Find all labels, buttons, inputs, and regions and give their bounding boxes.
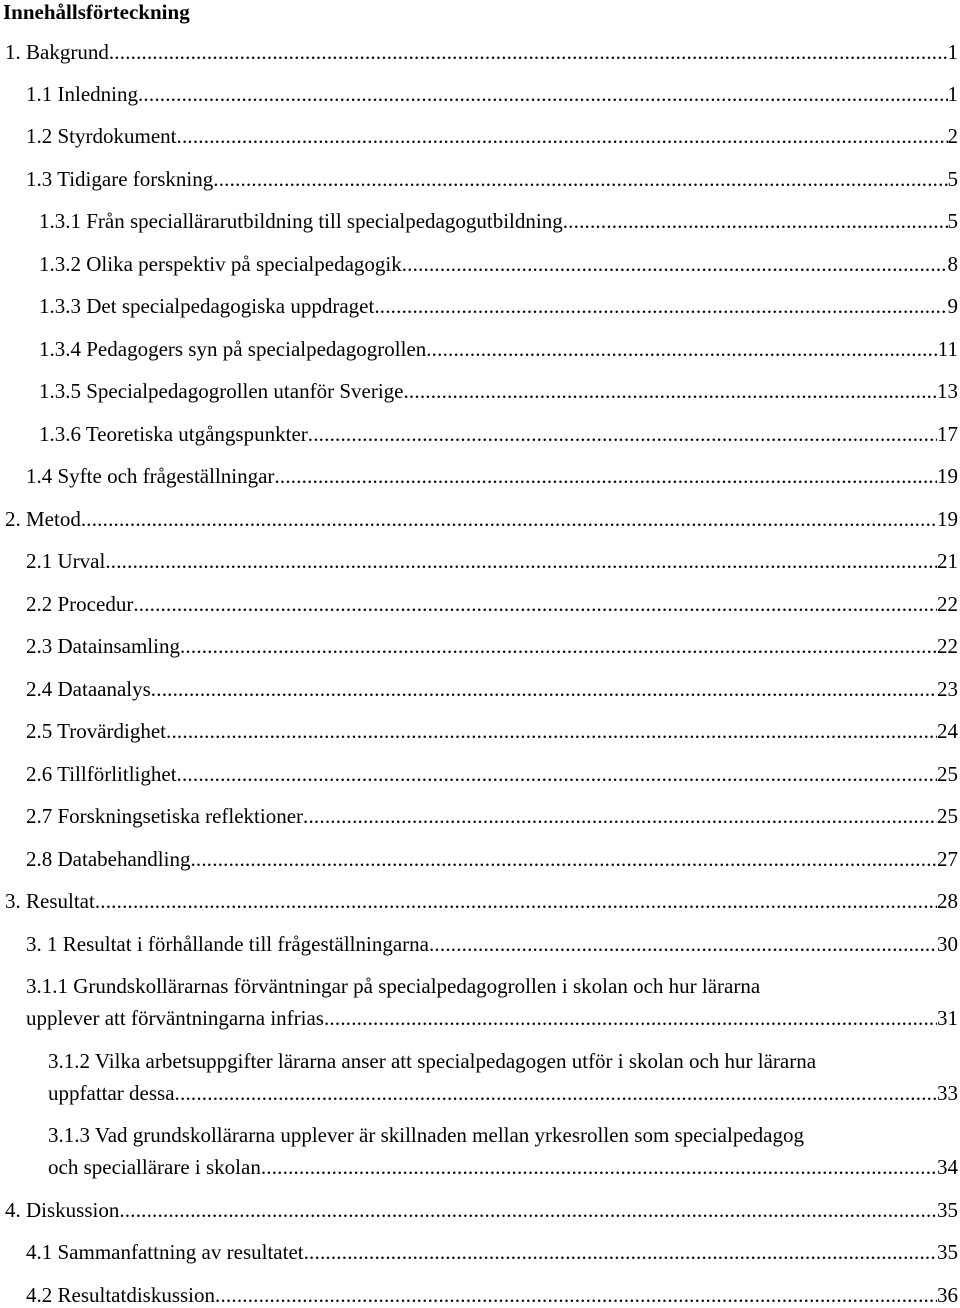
toc-entry-page: 1 bbox=[947, 82, 958, 106]
toc-entry[interactable] bbox=[26, 718, 958, 744]
dot-leader bbox=[308, 421, 937, 447]
toc-entry-page: 8 bbox=[947, 252, 958, 276]
toc-entry-page: 5 bbox=[947, 209, 958, 233]
toc-entry-page: 25 bbox=[937, 762, 958, 786]
toc-entry[interactable] bbox=[26, 591, 958, 617]
toc-entry-page: 34 bbox=[937, 1155, 958, 1179]
dot-leader bbox=[138, 81, 948, 107]
toc-entry-page: 36 bbox=[937, 1283, 958, 1307]
dot-leader bbox=[95, 888, 937, 914]
toc-entry-page: 1 bbox=[947, 40, 958, 64]
toc-entry[interactable] bbox=[5, 1197, 958, 1223]
toc-entry[interactable] bbox=[26, 123, 958, 149]
dot-leader bbox=[426, 336, 938, 362]
toc-entry-label: 1.3.1 Från speciallärarutbildning till specialpedagogutbildning bbox=[39, 209, 563, 233]
toc-entry-label: 1.3.4 Pedagogers syn på specialpedagogrollen bbox=[39, 337, 427, 361]
toc-entry[interactable] bbox=[26, 633, 958, 659]
toc-entry-label: 3. 1 Resultat i förhållande till frågeställningarna bbox=[26, 932, 429, 956]
dot-leader bbox=[81, 506, 937, 532]
dot-leader bbox=[180, 633, 937, 659]
toc-entry[interactable] bbox=[39, 208, 958, 234]
toc-entry-page: 35 bbox=[937, 1240, 958, 1264]
toc-entry-page: 22 bbox=[937, 592, 958, 616]
dot-leader bbox=[175, 1080, 937, 1106]
dot-leader bbox=[374, 293, 947, 319]
toc-entry-label: 1.3.2 Olika perspektiv på specialpedagogik bbox=[39, 252, 402, 276]
dot-leader bbox=[119, 1197, 937, 1223]
toc-entry-page: 13 bbox=[937, 379, 958, 403]
dot-leader bbox=[109, 39, 948, 65]
toc-entry-page: 30 bbox=[937, 932, 958, 956]
toc-entry-label: 1.3 Tidigare forskning bbox=[26, 167, 214, 191]
toc-entry[interactable] bbox=[26, 548, 958, 574]
toc-entry[interactable] bbox=[39, 336, 958, 362]
toc-entry-page: 33 bbox=[937, 1081, 958, 1105]
dot-leader bbox=[166, 718, 937, 744]
toc-entry[interactable] bbox=[39, 293, 958, 319]
toc-entry[interactable] bbox=[26, 81, 958, 107]
toc-entry-label: 4.1 Sammanfattning av resultatet bbox=[26, 1240, 304, 1264]
toc-entry-label: 2.8 Databehandling bbox=[26, 847, 191, 871]
toc-entry-page: 31 bbox=[937, 1006, 958, 1030]
toc-entry[interactable] bbox=[39, 251, 958, 277]
toc-entry[interactable] bbox=[26, 1282, 958, 1308]
toc-entry[interactable] bbox=[26, 931, 958, 957]
toc-entry-label: 4. Diskussion bbox=[5, 1198, 120, 1222]
toc-entry-page: 5 bbox=[947, 167, 958, 191]
toc-entry-label: 4.2 Resultatdiskussion bbox=[26, 1283, 216, 1307]
toc-entry-label: 1.1 Inledning bbox=[26, 82, 138, 106]
dot-leader bbox=[304, 1239, 937, 1265]
toc-entry-page: 11 bbox=[937, 337, 958, 361]
dot-leader bbox=[563, 208, 948, 234]
toc-entry-first-line: 3.1.1 Grundskollärarnas förväntningar på specialpedagogrollen i skolan och hur lärarna bbox=[26, 974, 761, 998]
dot-leader bbox=[261, 1154, 937, 1180]
dot-leader bbox=[190, 846, 937, 872]
toc-entry-page: 28 bbox=[937, 889, 958, 913]
toc-entry-label: 1.2 Styrdokument bbox=[26, 124, 177, 148]
toc-entry-page: 27 bbox=[937, 847, 958, 871]
toc-entry[interactable] bbox=[5, 39, 958, 65]
toc-entry-label: 2.3 Datainsamling bbox=[26, 634, 180, 658]
toc-entry-page: 21 bbox=[937, 549, 958, 573]
toc-entry-label: 2.4 Dataanalys bbox=[26, 677, 151, 701]
toc-entry-label: uppfattar dessa bbox=[48, 1081, 175, 1105]
toc-entry-label: 2. Metod bbox=[5, 507, 81, 531]
toc-entry-page: 24 bbox=[937, 719, 958, 743]
dot-leader bbox=[429, 931, 937, 957]
toc-entry-label: 2.1 Urval bbox=[26, 549, 106, 573]
toc-entry-label: 1.3.3 Det specialpedagogiska uppdraget bbox=[39, 294, 375, 318]
toc-entry[interactable] bbox=[5, 506, 958, 532]
dot-leader bbox=[303, 803, 937, 829]
toc-entry-page: 19 bbox=[937, 507, 958, 531]
toc-entry[interactable] bbox=[26, 1239, 958, 1265]
toc-entry[interactable] bbox=[26, 676, 958, 702]
dot-leader bbox=[215, 1282, 937, 1308]
toc-entry-label: 1.3.6 Teoretiska utgångspunkter bbox=[39, 422, 308, 446]
toc-entry-label: och speciallärare i skolan bbox=[48, 1155, 261, 1179]
dot-leader bbox=[213, 166, 947, 192]
toc-entry-label: 3. Resultat bbox=[5, 889, 95, 913]
dot-leader bbox=[177, 123, 948, 149]
toc-entry[interactable] bbox=[5, 888, 958, 914]
toc-entry[interactable] bbox=[39, 421, 958, 447]
toc-entry-page: 17 bbox=[937, 422, 958, 446]
toc-entry-page: 25 bbox=[937, 804, 958, 828]
toc-entry[interactable] bbox=[48, 1122, 958, 1180]
dot-leader bbox=[403, 378, 937, 404]
toc-entry[interactable] bbox=[26, 166, 958, 192]
toc-entry[interactable] bbox=[26, 803, 958, 829]
dot-leader bbox=[105, 548, 937, 574]
dot-leader bbox=[274, 463, 937, 489]
toc-entry-page: 23 bbox=[937, 677, 958, 701]
toc-entry-page: 22 bbox=[937, 634, 958, 658]
toc-entry-label: 1. Bakgrund bbox=[5, 40, 109, 64]
toc-entry[interactable] bbox=[26, 973, 958, 1031]
toc-entry[interactable] bbox=[48, 1048, 958, 1106]
toc-entry-label: 1.3.5 Specialpedagogrollen utanför Sverige bbox=[39, 379, 404, 403]
toc-entry[interactable] bbox=[26, 761, 958, 787]
toc-entry-label: 2.2 Procedur bbox=[26, 592, 134, 616]
toc-entry[interactable] bbox=[39, 378, 958, 404]
toc-entry-page: 9 bbox=[947, 294, 958, 318]
dot-leader bbox=[402, 251, 948, 277]
toc-entry-first-line: 3.1.2 Vilka arbetsuppgifter lärarna anser att specialpedagogen utför i skolan och hur lärarna bbox=[48, 1049, 817, 1073]
toc-entry[interactable] bbox=[26, 846, 958, 872]
dot-leader bbox=[151, 676, 937, 702]
toc-entry-label: upplever att förväntningarna infrias bbox=[26, 1006, 324, 1030]
toc-entry-label: 1.4 Syfte och frågeställningar bbox=[26, 464, 275, 488]
toc-entry-label: 2.5 Trovärdighet bbox=[26, 719, 167, 743]
toc-entry[interactable] bbox=[26, 463, 958, 489]
toc-entry-first-line: 3.1.3 Vad grundskollärarna upplever är skillnaden mellan yrkesrollen som specialpedagog bbox=[48, 1123, 804, 1147]
toc-entry-page: 35 bbox=[937, 1198, 958, 1222]
toc-title: Innehållsförteckning bbox=[3, 0, 190, 24]
toc-entry-label: 2.6 Tillförlitlighet bbox=[26, 762, 177, 786]
toc-entry-page: 19 bbox=[937, 464, 958, 488]
dot-leader bbox=[177, 761, 937, 787]
toc-entry-label: 2.7 Forskningsetiska reflektioner bbox=[26, 804, 304, 828]
dot-leader bbox=[324, 1005, 937, 1031]
toc-entry-page: 2 bbox=[947, 124, 958, 148]
dot-leader bbox=[133, 591, 937, 617]
